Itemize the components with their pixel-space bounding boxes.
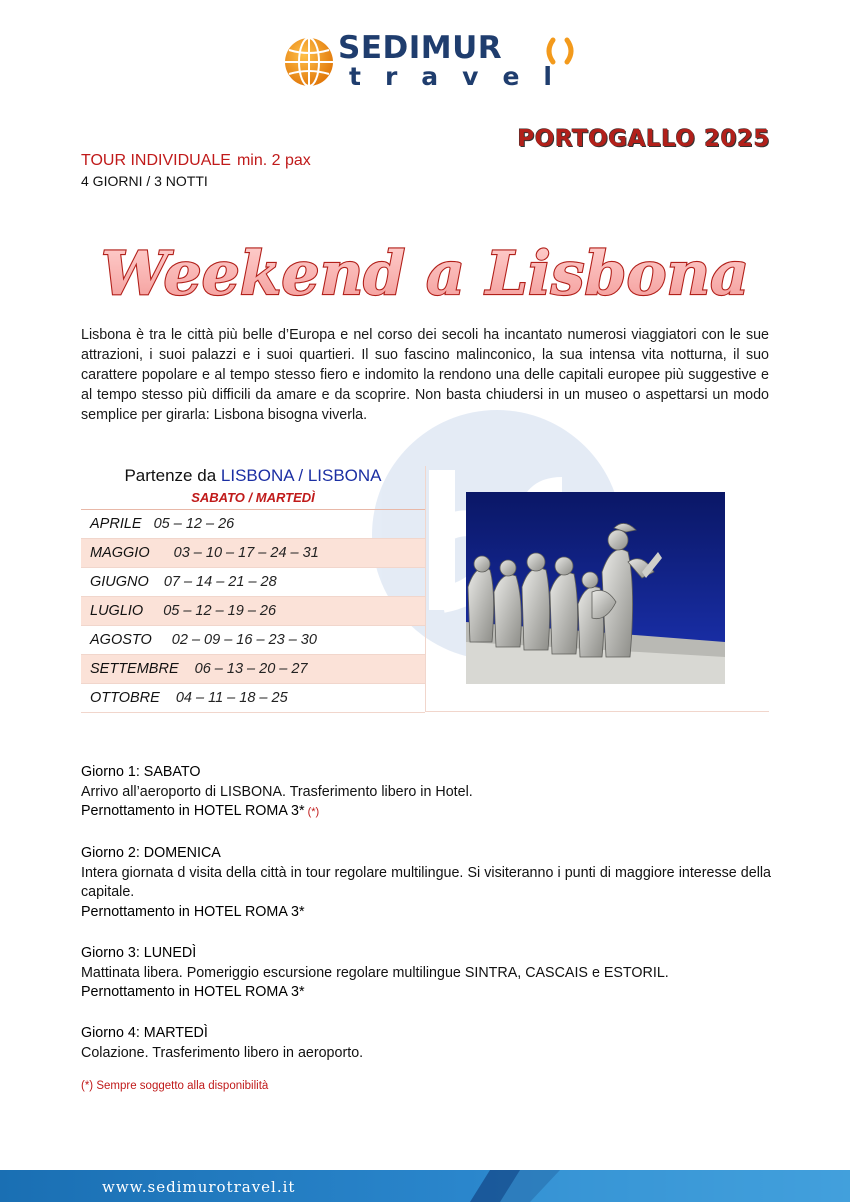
- departures-label: Partenze da: [124, 466, 217, 485]
- departure-month: MAGGIO: [90, 545, 150, 561]
- hero-title: [100, 228, 750, 310]
- globe-icon: [283, 36, 335, 88]
- itinerary-day-3: [81, 944, 771, 1003]
- itinerary-day-1: [81, 763, 771, 823]
- itinerary-day-4: [81, 1024, 771, 1063]
- brand-name: SEDIMUR: [338, 30, 503, 66]
- day-title: Giorno 3: LUNEDÌ: [81, 945, 197, 961]
- tour-type-label: TOUR INDIVIDUALE: [81, 152, 231, 169]
- departure-row: [81, 568, 425, 597]
- day-description: Colazione. Trasferimento libero in aeroporto.: [81, 1044, 364, 1061]
- departure-dates: 02 – 09 – 16 – 23 – 30: [171, 632, 317, 648]
- itinerary-day-2: [81, 844, 771, 922]
- availability-note-mark: (*): [307, 806, 320, 818]
- departure-month: GIUGNO: [90, 574, 149, 590]
- day-title: Giorno 2: DOMENICA: [81, 845, 221, 861]
- tour-type: [81, 152, 311, 170]
- hero-title-text: Weekend a Lisbona: [100, 239, 750, 309]
- day-title: Giorno 4: MARTEDÌ: [81, 1025, 208, 1041]
- departure-row: [81, 510, 425, 539]
- departures-cities: LISBONA / LISBONA: [220, 466, 382, 485]
- footnote-text: Sempre soggetto alla disponibilità: [96, 1080, 269, 1092]
- day-description: Intera giornata d visita della città in tour regolare multilingue. Si visiteranno i punti di maggiore interesse della capitale.: [81, 864, 771, 900]
- tour-duration: 4 GIORNI / 3 NOTTI: [81, 173, 208, 189]
- departure-month: LUGLIO: [90, 603, 144, 619]
- day-title: Giorno 1: SABATO: [81, 764, 201, 780]
- departure-dates: 07 – 14 – 21 – 28: [163, 574, 277, 590]
- departure-month: AGOSTO: [90, 632, 152, 648]
- website-link[interactable]: www.sedimurotravel.it: [102, 1178, 296, 1196]
- min-pax: min. 2 pax: [236, 152, 311, 169]
- table-divider: [425, 711, 769, 712]
- departure-row: [81, 539, 425, 568]
- departure-dates: 05 – 12 – 26: [153, 516, 235, 532]
- departure-row: [81, 655, 425, 684]
- country-year-title: PORTOGALLO 2025: [517, 126, 770, 152]
- departure-row: [81, 597, 425, 626]
- departure-dates: 03 – 10 – 17 – 24 – 31: [173, 545, 319, 561]
- intro-paragraph: Lisbona è tra le città più belle d’Europa e nel corso dei secoli ha incantato numerosi viaggiatori con le sue attrazioni, i suoi palazzi e i suoi quartieri. Il suo fascino malinconico, la sua intensa vita notturna, il suo carattere popolare e al tempo stesso fiero e indomito la rendono una delle capitali europee più suggestive e al tempo stesso più difficili da amare e da scoprire. Non basta chiudersi in un museo o aspettarsi un modo semplice per girarla: Lisbona bisogna viverla.: [81, 327, 769, 423]
- brand-logo: [283, 32, 593, 94]
- departure-dates: 04 – 11 – 18 – 25: [175, 690, 288, 706]
- overnight-text: Pernottamento in HOTEL ROMA 3*: [81, 803, 305, 819]
- day-description: Mattinata libera. Pomeriggio escursione regolare multilingue SINTRA, CASCAIS e ESTORIL.: [81, 964, 669, 981]
- brand-subname: travel: [349, 62, 576, 91]
- departure-month: SETTEMBRE: [90, 661, 179, 677]
- day-overnight: [81, 802, 771, 823]
- footnote-mark: (*): [81, 1080, 94, 1092]
- departure-month: APRILE: [90, 516, 142, 532]
- day-overnight: Pernottamento in HOTEL ROMA 3*: [81, 984, 305, 1000]
- table-divider: [425, 466, 426, 712]
- departures-table: [81, 509, 425, 713]
- departure-row: [81, 684, 425, 713]
- day-overnight: Pernottamento in HOTEL ROMA 3*: [81, 903, 305, 920]
- availability-footnote: [81, 1080, 268, 1092]
- departure-dates: 05 – 12 – 19 – 26: [163, 603, 277, 619]
- departure-row: [81, 626, 425, 655]
- departure-dates: 06 – 13 – 20 – 27: [194, 661, 308, 677]
- monument-photo: [466, 492, 725, 684]
- departures-days: SABATO / MARTEDÌ: [191, 490, 315, 505]
- departure-month: OTTOBRE: [90, 690, 160, 706]
- day-description: Arrivo all’aeroporto di LISBONA. Trasferimento libero in Hotel.: [81, 783, 473, 800]
- departures-header: [81, 466, 425, 486]
